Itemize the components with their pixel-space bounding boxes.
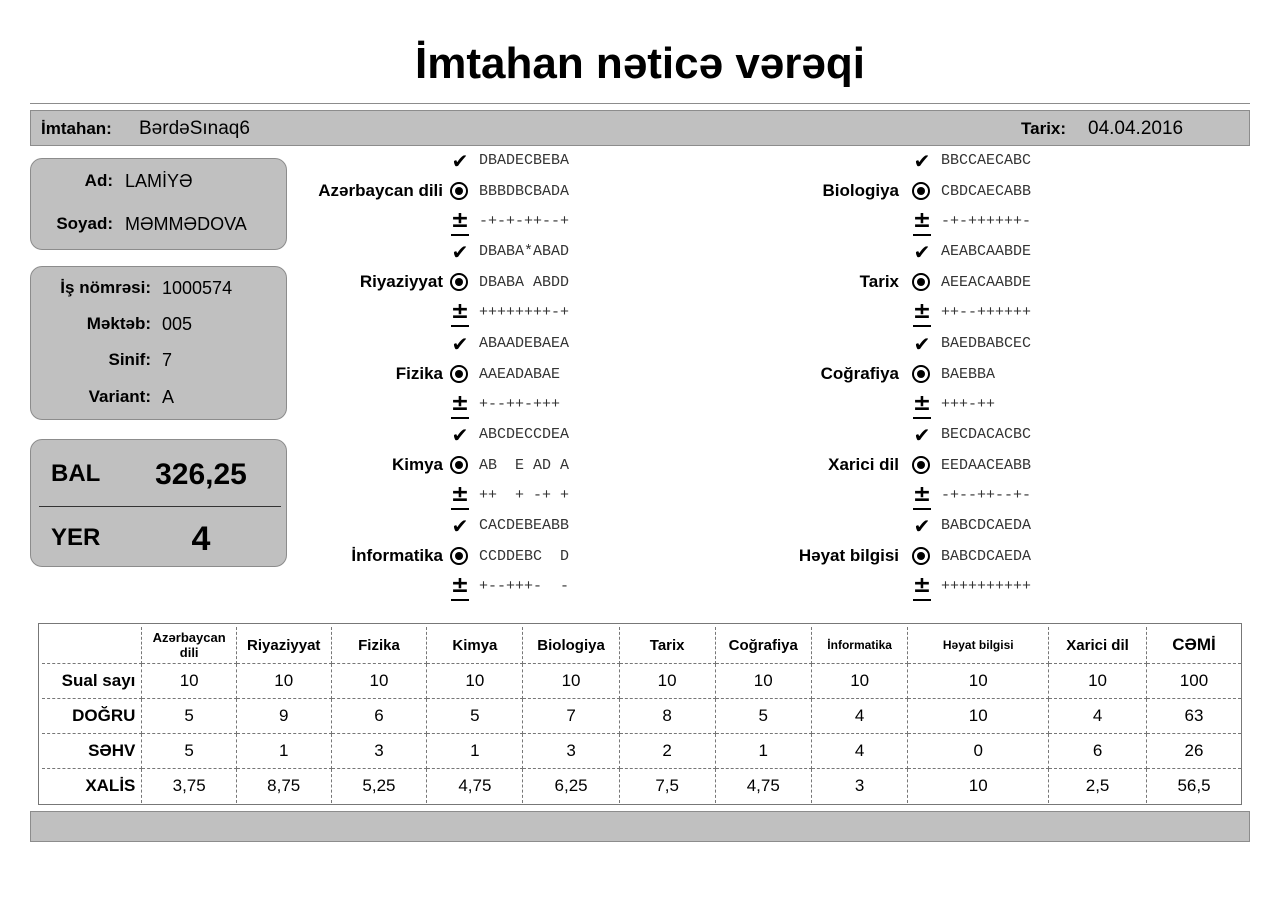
- name-value: LAMİYƏ: [125, 171, 193, 191]
- header-cell-total: CƏMİ: [1146, 627, 1241, 664]
- score-box: [30, 439, 287, 567]
- radio-icon: [450, 365, 468, 383]
- work-number-label: İş nömrəsi:: [60, 278, 151, 297]
- subject-name: Kimya: [391, 454, 443, 474]
- value-cell: 4,75: [715, 769, 811, 804]
- answer-code-key: ABAADEBAEA: [479, 334, 570, 352]
- header-cell: Biologiya: [523, 627, 619, 664]
- score-divider: [39, 506, 281, 507]
- student-name-box: [30, 158, 287, 250]
- radio-icon: [450, 273, 468, 291]
- answer-code-marks: -+-+-++--+: [479, 213, 570, 230]
- bal-label: BAL: [51, 460, 101, 487]
- value-cell: 7: [523, 699, 619, 734]
- results-table-box: [38, 623, 1242, 805]
- answer-code-key: ABCDECCDEA: [479, 425, 570, 443]
- value-cell: 2,5: [1049, 769, 1147, 804]
- footer-bar: [30, 811, 1250, 842]
- answer-code-answers: BBBDBCBADA: [479, 183, 570, 200]
- checkmark-icon: ✔: [451, 422, 469, 447]
- checkmark-icon: ✔: [451, 240, 469, 265]
- value-cell: 1: [715, 734, 811, 769]
- row-label: XALİS: [42, 769, 142, 804]
- answer-code-key: DBABA*ABAD: [479, 243, 570, 261]
- row-label: Sual sayı: [42, 664, 142, 699]
- answer-code-key: DBADECBEBA: [479, 152, 570, 169]
- value-cell: 1: [427, 734, 523, 769]
- value-cell: 10: [142, 664, 237, 699]
- table-row: [42, 769, 1241, 804]
- checkmark-icon: ✔: [913, 331, 931, 356]
- subject-name: İnformatika: [351, 546, 443, 566]
- subject-name: Həyat bilgisi: [798, 546, 899, 566]
- value-cell: 6,25: [523, 769, 619, 804]
- header-cell: İnformatika: [811, 627, 907, 664]
- checkmark-icon: ✔: [451, 514, 469, 539]
- value-cell: 5: [142, 734, 237, 769]
- answer-code-marks: ++++++++-+: [479, 304, 570, 322]
- value-cell: 6: [1049, 734, 1147, 769]
- surname-value: MƏMMƏDOVA: [125, 214, 247, 234]
- value-cell: 10: [715, 664, 811, 699]
- radio-icon: [912, 182, 930, 200]
- answer-code-marks: +++-++: [941, 395, 996, 413]
- plus-minus-icon: ±: [912, 573, 932, 599]
- header-cell: Azərbaycan dili: [142, 627, 237, 664]
- radio-icon: [912, 273, 930, 291]
- exam-value: BərdəSınaq6: [139, 118, 250, 139]
- value-cell: 10: [427, 664, 523, 699]
- answer-code-key: AEABCAABDE: [941, 243, 1032, 261]
- subject-name: Fizika: [395, 363, 443, 383]
- date-value: 04.04.2016: [1088, 118, 1184, 139]
- subject-name: Coğrafiya: [820, 363, 899, 383]
- answer-code-marks: +--++-+++: [479, 395, 561, 413]
- radio-icon: [450, 456, 468, 474]
- plus-minus-icon: ±: [450, 481, 470, 507]
- school-label: Məktəb:: [86, 314, 151, 333]
- table-row: [42, 734, 1241, 769]
- plus-minus-icon: ±: [450, 299, 470, 325]
- radio-icon: [912, 365, 930, 383]
- corner-cell: [42, 627, 142, 664]
- header-cell: Coğrafiya: [715, 627, 811, 664]
- checkmark-icon: ✔: [913, 240, 931, 265]
- answer-code-marks: -+-++++++-: [941, 213, 1032, 230]
- work-number-value: 1000574: [162, 278, 233, 298]
- value-cell: 5,25: [331, 769, 427, 804]
- plus-minus-icon: ±: [450, 573, 470, 599]
- plus-minus-icon: ±: [912, 481, 932, 507]
- checkmark-icon: ✔: [451, 149, 469, 173]
- plus-minus-icon: ±: [450, 208, 470, 233]
- checkmark-icon: ✔: [913, 422, 931, 447]
- value-cell: 10: [236, 664, 331, 699]
- radio-icon: [450, 547, 468, 565]
- subject-name: Riyaziyyat: [359, 272, 443, 292]
- plus-minus-icon: ±: [912, 208, 932, 233]
- value-cell: 3: [523, 734, 619, 769]
- value-cell: 8,75: [236, 769, 331, 804]
- answer-code-key: BECDACACBC: [941, 425, 1032, 443]
- radio-icon: [912, 456, 930, 474]
- header-cell: Fizika: [331, 627, 427, 664]
- value-cell: 10: [1049, 664, 1147, 699]
- row-label: DOĞRU: [42, 699, 142, 734]
- header-cell: Həyat bilgisi: [908, 627, 1049, 664]
- page-title: İmtahan nəticə vərəqi: [415, 39, 865, 88]
- value-cell: 4: [811, 699, 907, 734]
- exam-bar: [30, 110, 1250, 146]
- value-cell: 10: [811, 664, 907, 699]
- subject-name: Azərbaycan dili: [318, 181, 443, 200]
- value-cell: 4: [811, 734, 907, 769]
- radio-icon: [912, 547, 930, 565]
- value-cell: 5: [142, 699, 237, 734]
- answer-code-key: BBCCAECABC: [941, 152, 1032, 169]
- results-header-row: [42, 627, 1241, 664]
- plus-minus-icon: ±: [912, 299, 932, 325]
- plus-minus-icon: ±: [912, 390, 932, 416]
- answer-code-key: BABCDCAEDA: [941, 517, 1032, 535]
- subject-name: Tarix: [859, 272, 899, 292]
- value-cell: 5: [715, 699, 811, 734]
- value-cell: 9: [236, 699, 331, 734]
- total-cell: 100: [1146, 664, 1241, 699]
- header-cell: Kimya: [427, 627, 523, 664]
- answer-code-key: CACDEBEABB: [479, 517, 570, 535]
- checkmark-icon: ✔: [913, 149, 931, 173]
- answer-code-answers: BAEBBA: [941, 365, 996, 383]
- answer-code-answers: AAEADABAE: [479, 365, 561, 383]
- value-cell: 3: [331, 734, 427, 769]
- bal-value: 326,25: [155, 458, 247, 491]
- answer-code-marks: ++ + -+ +: [479, 486, 570, 504]
- radio-icon: [450, 182, 468, 200]
- yer-label: YER: [51, 524, 101, 551]
- value-cell: 10: [908, 664, 1049, 699]
- value-cell: 10: [523, 664, 619, 699]
- checkmark-icon: ✔: [913, 514, 931, 539]
- answer-code-marks: +--+++- -: [479, 578, 570, 596]
- school-value: 005: [162, 314, 193, 334]
- total-cell: 63: [1146, 699, 1241, 734]
- subject-name: Xarici dil: [828, 454, 899, 474]
- value-cell: 7,5: [619, 769, 715, 804]
- variant-value: A: [162, 387, 175, 407]
- answer-code-marks: ++++++++++: [941, 578, 1032, 596]
- value-cell: 6: [331, 699, 427, 734]
- answer-code-answers: BABCDCAEDA: [941, 548, 1032, 566]
- value-cell: 0: [908, 734, 1049, 769]
- header-cell: Xarici dil: [1049, 627, 1147, 664]
- value-cell: 8: [619, 699, 715, 734]
- answer-code-answers: EEDAACEABB: [941, 456, 1032, 474]
- value-cell: 10: [908, 769, 1049, 804]
- answer-code-answers: AEEACAABDE: [941, 274, 1032, 292]
- divider: [30, 103, 1250, 104]
- plus-minus-icon: ±: [450, 390, 470, 416]
- answer-code-marks: ++--++++++: [941, 304, 1032, 322]
- value-cell: 10: [908, 699, 1049, 734]
- exam-label: İmtahan:: [41, 119, 112, 138]
- table-row: [42, 699, 1241, 734]
- value-cell: 4: [1049, 699, 1147, 734]
- answer-code-answers: CCDDEBC D: [479, 548, 570, 566]
- row-label: SƏHV: [42, 734, 142, 769]
- answer-code-answers: DBABA ABDD: [479, 274, 570, 292]
- table-row: [42, 664, 1241, 699]
- value-cell: 1: [236, 734, 331, 769]
- answer-code-marks: -+--++--+-: [941, 486, 1032, 504]
- value-cell: 3,75: [142, 769, 237, 804]
- subject-name: Biologiya: [822, 181, 899, 200]
- value-cell: 5: [427, 699, 523, 734]
- total-cell: 56,5: [1146, 769, 1241, 804]
- answer-code-answers: AB E AD A: [479, 456, 570, 474]
- student-info-box: [30, 266, 287, 420]
- value-cell: 10: [619, 664, 715, 699]
- value-cell: 3: [811, 769, 907, 804]
- variant-label: Variant:: [88, 387, 151, 406]
- class-label: Sinif:: [108, 350, 151, 369]
- value-cell: 2: [619, 734, 715, 769]
- answer-code-key: BAEDBABCEC: [941, 334, 1032, 352]
- results-table: [42, 627, 1241, 803]
- date-label: Tarix:: [1021, 119, 1067, 138]
- header-cell: Tarix: [619, 627, 715, 664]
- header-cell: Riyaziyyat: [236, 627, 331, 664]
- yer-value: 4: [191, 520, 211, 558]
- total-cell: 26: [1146, 734, 1241, 769]
- class-value: 7: [162, 350, 173, 370]
- name-label: Ad:: [84, 171, 113, 190]
- value-cell: 4,75: [427, 769, 523, 804]
- checkmark-icon: ✔: [451, 331, 469, 356]
- surname-label: Soyad:: [56, 214, 113, 233]
- answer-code-answers: CBDCAECABB: [941, 183, 1032, 200]
- value-cell: 10: [331, 664, 427, 699]
